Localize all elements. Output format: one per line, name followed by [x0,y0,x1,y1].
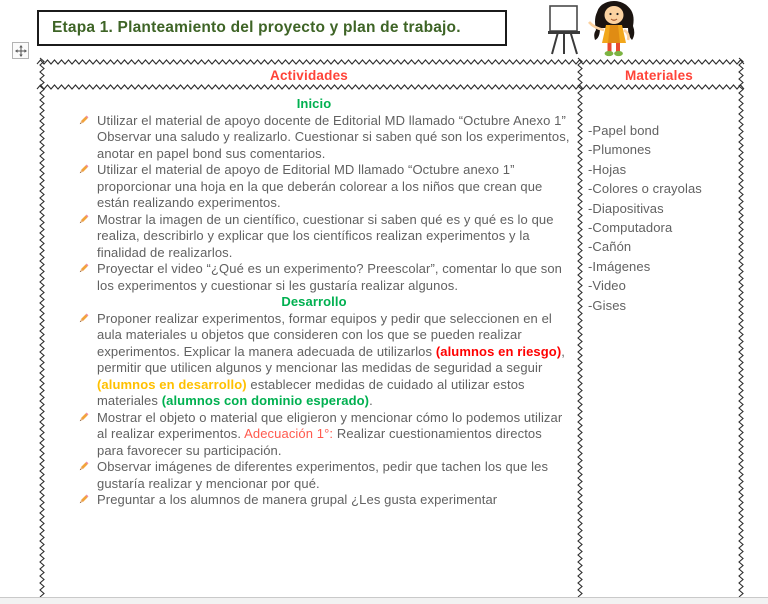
activity-item [58,311,570,410]
activity-text: Proyectar el video “¿Qué es un experimento? Preescolar”, comentar lo que son los experimentos y cuestionar si les gustaría realizar algunos. [97,261,562,293]
pencil-icon [77,213,90,226]
stage-title-box [37,10,507,46]
section-heading: Inicio [296,96,332,111]
activity-item [58,261,570,294]
activities-content [58,96,570,509]
material-item: -Video [588,278,626,294]
material-item: -Imágenes [588,258,651,274]
pencil-icon [77,312,90,325]
page-bottom-edge [0,597,768,604]
material-item: -Diapositivas [588,200,664,216]
activity-text: Mostrar la imagen de un científico, cuestionar si saben qué es y qué es lo que realiza, describirlo y explicar que los científicos realizan experimentos y la finalidad de realizarlos. [97,211,554,260]
material-item: -Plumones [588,142,652,158]
move-arrows-icon [15,45,27,57]
activity-text: Preguntar a los alumnos de manera grupal ¿Les gusta experimentar [97,492,498,507]
activity-item [58,492,570,509]
column-header-actividades: Actividades [270,67,348,83]
column-header-materiales: Materiales [624,67,694,83]
material-item: -Hojas [588,161,627,177]
activity-item [58,212,570,262]
girl-at-easel-clipart [544,0,640,58]
material-item: -Gises [588,297,627,313]
section-heading: Desarrollo [281,294,347,309]
pencil-icon [77,114,90,127]
activity-text: Observar imágenes de diferentes experimentos, pedir que tachen los que les gustaría realizar y mencionar por qué. [97,459,549,491]
activity-item [58,410,570,460]
pencil-icon [77,460,90,473]
material-item: -Computadora [588,220,673,236]
activity-item [58,162,570,212]
material-item: -Colores o crayolas [588,181,702,197]
activity-text: Mostrar el objeto o material que eligieron y mencionar cómo lo podemos utilizar al realizar experimentos. Adecuación 1°: Realizar cuestionamientos directos para favorecer su participación. [97,409,563,458]
materials-content [588,121,738,315]
pencil-icon [77,262,90,275]
activity-item [58,459,570,492]
page-title: Etapa 1. Planteamiento del proyecto y plan de trabajo. [52,19,461,36]
activity-item [58,113,570,163]
activity-text: Utilizar el material de apoyo de Editorial MD llamado “Octubre anexo 1” proporcionar una hoja en la que deberán colorear a los niños que crean que están realizando experimentos. [97,162,543,210]
activity-text: Proponer realizar experimentos, formar equipos y pedir que seleccionen en el aula materiales u objetos que consideren con los que se pueden realizar experimentos. Explicar la manera adecuada de utilizarlos (alumnos en riesgo), permitir que utilicen algunos y mencionar las medidas de seguridad a seguir (alumnos en desarrollo) establecer medidas de cuidado al utilizar estos materiales (alumnos con dominio esperado). [97,310,565,408]
activity-text: Utilizar el material de apoyo docente de Editorial MD llamado “Octubre Anexo 1” Observar una saludo y realizarlo. Cuestionar si saben qué son los experimentos, anotar en papel bond sus comentarios. [97,112,570,161]
material-item: -Papel bond [588,123,660,138]
pencil-icon [77,163,90,176]
table-move-handle-icon[interactable] [12,42,29,59]
pencil-icon [77,411,90,424]
material-item: -Cañón [588,239,632,255]
pencil-icon [77,493,90,506]
